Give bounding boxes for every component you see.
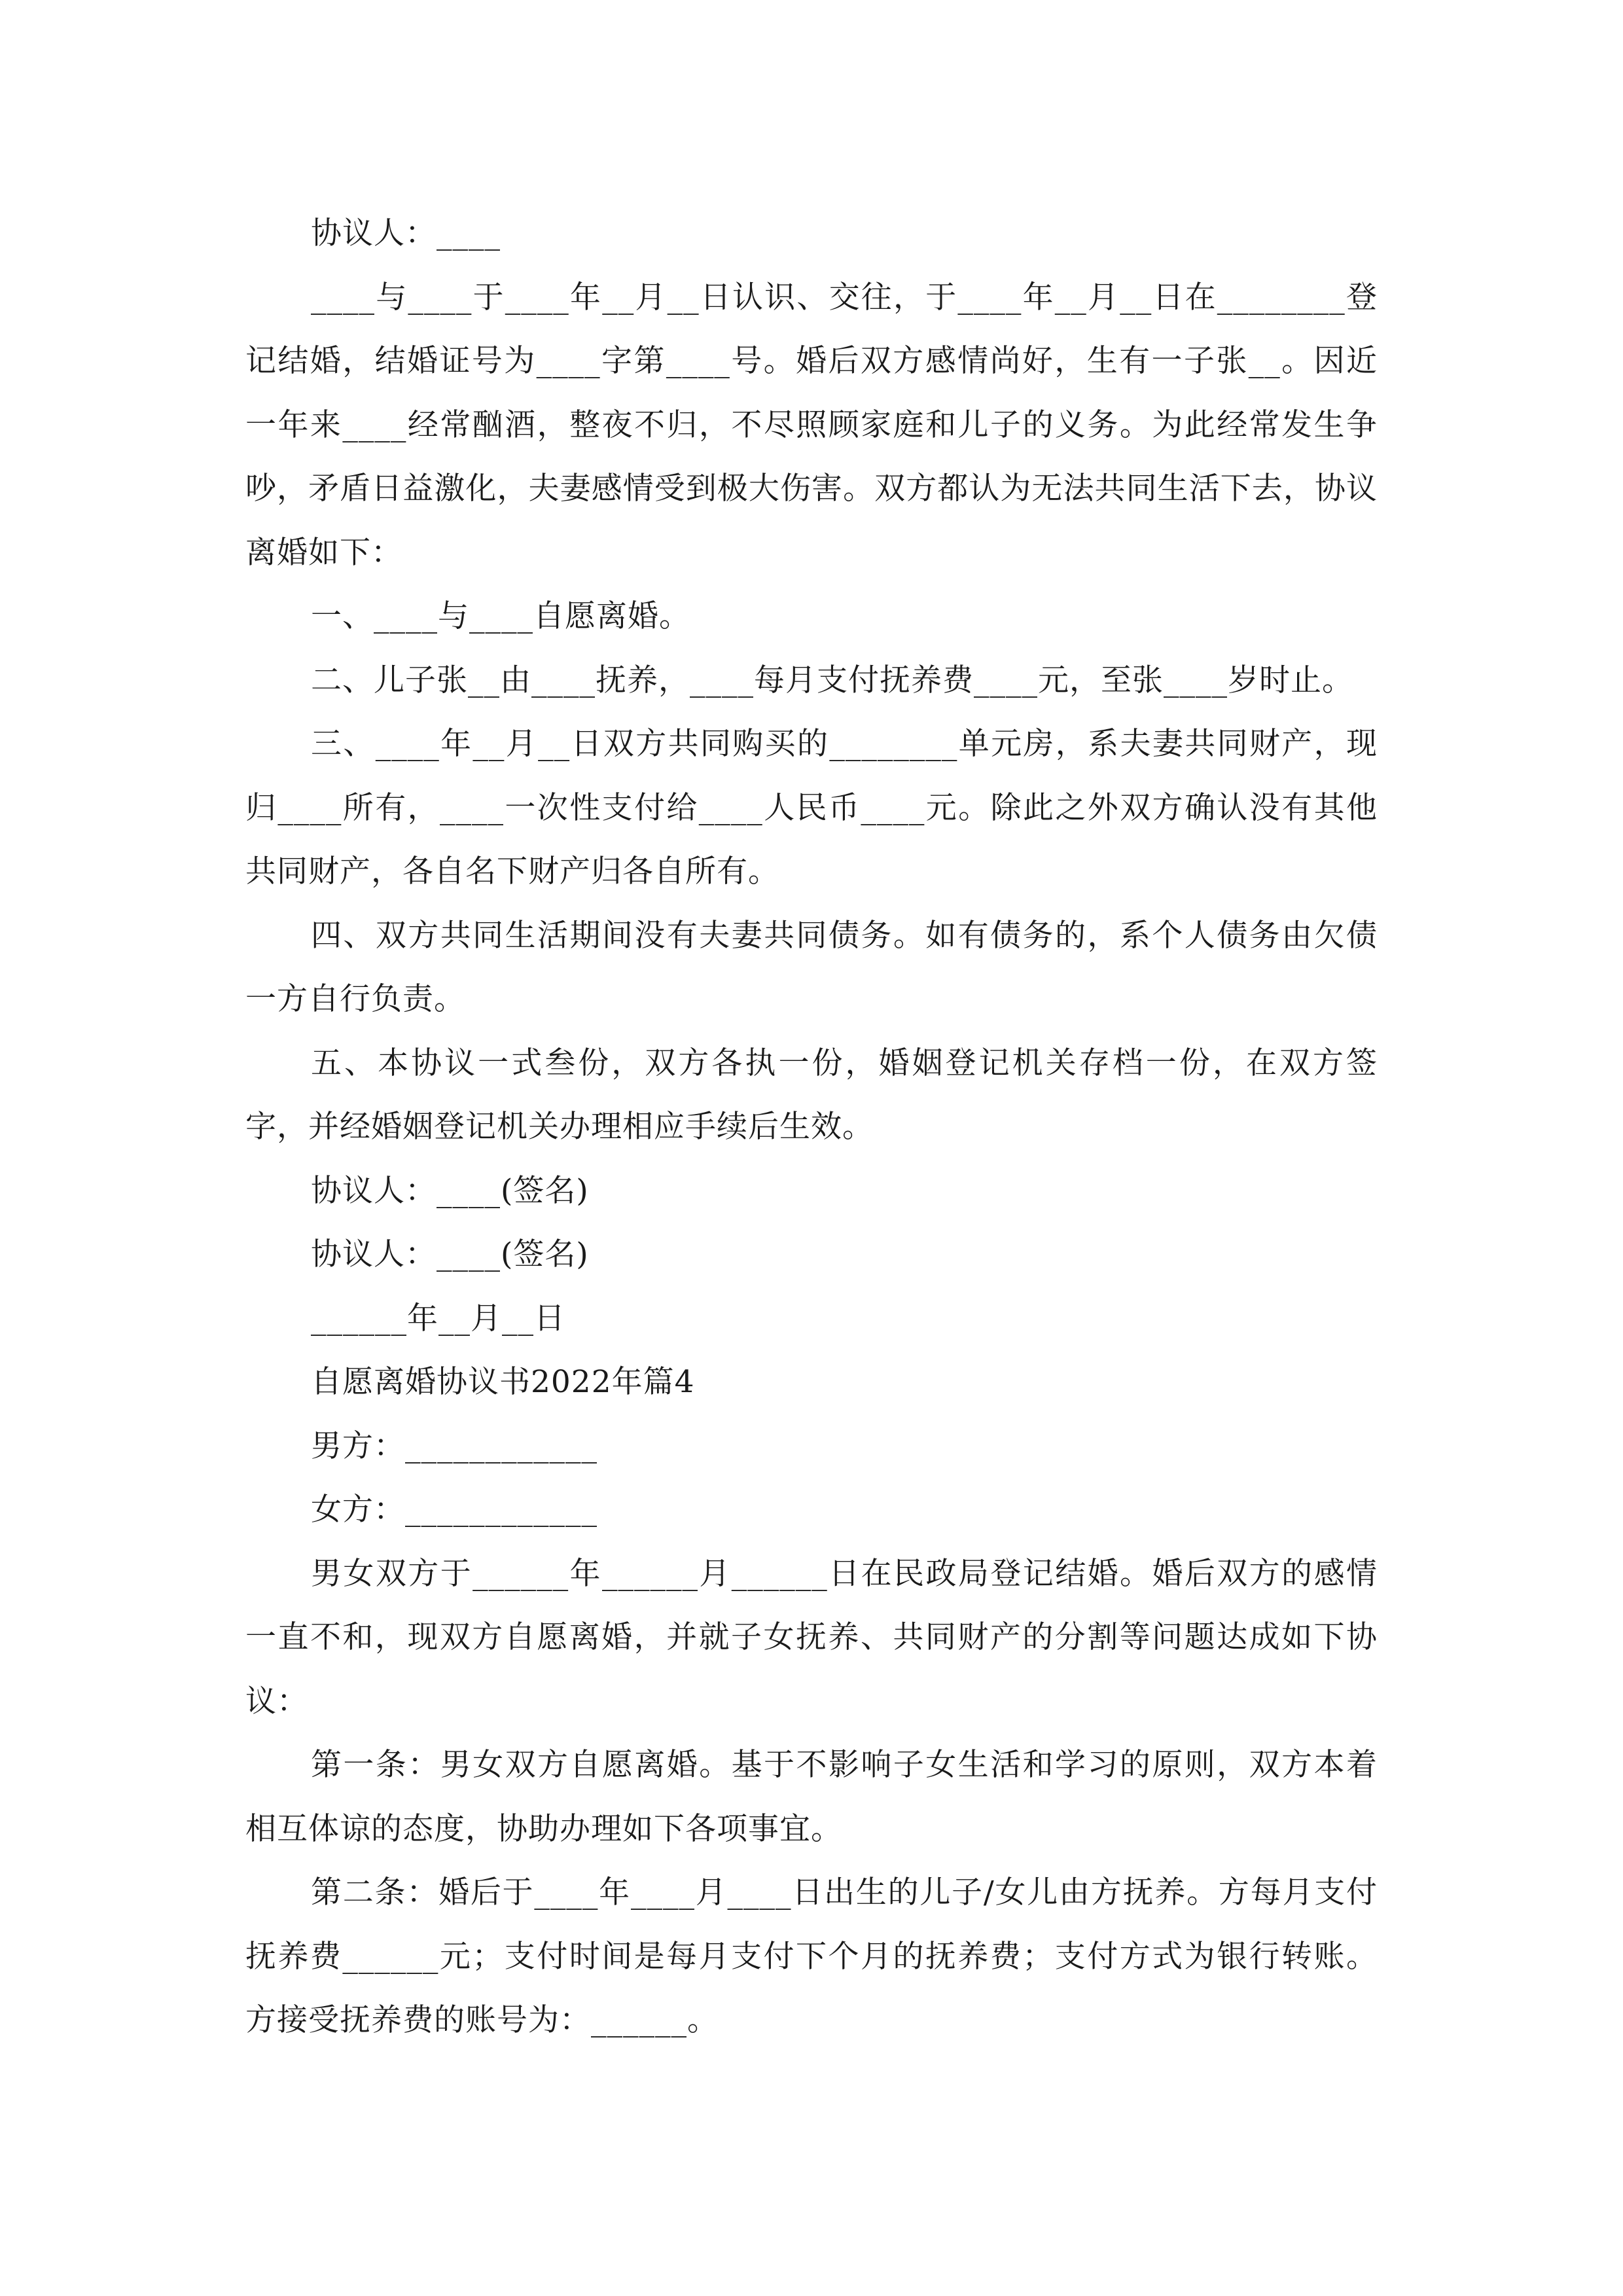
paragraph-marriage-background: ____与____于____年__月__日认识、交往，于____年__月__日在________登记结婚，结婚证号为____字第____号。婚后双方感情尚好，生有一子张__。因近一年来____经常酗酒，整夜不归，不尽照顾家庭和儿子的义务。为此经常发生争吵，矛盾日益激化，夫妻感情受到极大伤害。双方都认为无法共同生活下去，协议离婚如下： (245, 279, 1378, 571)
paragraph-clause-2: 二、儿子张__由____抚养，____每月支付抚养费____元，至张____岁时止。 (311, 662, 1353, 698)
signature-line-1: 协议人：____(签名) (311, 1172, 589, 1209)
paragraph-clause-3: 三、____年__月__日双方共同购买的________单元房，系夫妻共同财产，现归____所有，____一次性支付给____人民币____元。除此之外双方确认没有其他共同财产，各自名下财产归各自所有。 (245, 726, 1378, 889)
male-party-field: 男方：____________ (311, 1427, 597, 1464)
paragraph-clause-4: 四、双方共同生活期间没有夫妻共同债务。如有债务的，系个人债务由欠债一方自行负责。 (245, 917, 1378, 1017)
paragraph-article-1: 第一条：男女双方自愿离婚。基于不影响子女生活和学习的原则，双方本着相互体谅的态度，协助办理如下各项事宜。 (245, 1747, 1378, 1847)
paragraph-intro: 男女双方于______年______月______日在民政局登记结婚。婚后双方的感情一直不和，现双方自愿离婚，并就子女抚养、共同财产的分割等问题达成如下协议： (245, 1555, 1378, 1719)
paragraph-clause-5: 五、本协议一式叁份，双方各执一份，婚姻登记机关存档一份，在双方签字，并经婚姻登记机关办理相应手续后生效。 (245, 1045, 1378, 1145)
paragraph-clause-1: 一、____与____自愿离婚。 (311, 598, 690, 634)
female-party-field: 女方：____________ (311, 1492, 597, 1528)
date-line: ______年__月__日 (311, 1300, 565, 1336)
paragraph-agreement-party: 协议人：____ (311, 215, 501, 251)
section-heading: 自愿离婚协议书2022年篇4 (311, 1364, 695, 1400)
paragraph-article-2: 第二条：婚后于____年____月____日出生的儿子/女儿由方抚养。方每月支付抚养费______元；支付时间是每月支付下个月的抚养费；支付方式为银行转账。方接受抚养费的账号为：______。 (245, 1874, 1378, 2038)
signature-line-2: 协议人：____(签名) (311, 1236, 589, 1272)
document-body (245, 202, 1378, 2053)
